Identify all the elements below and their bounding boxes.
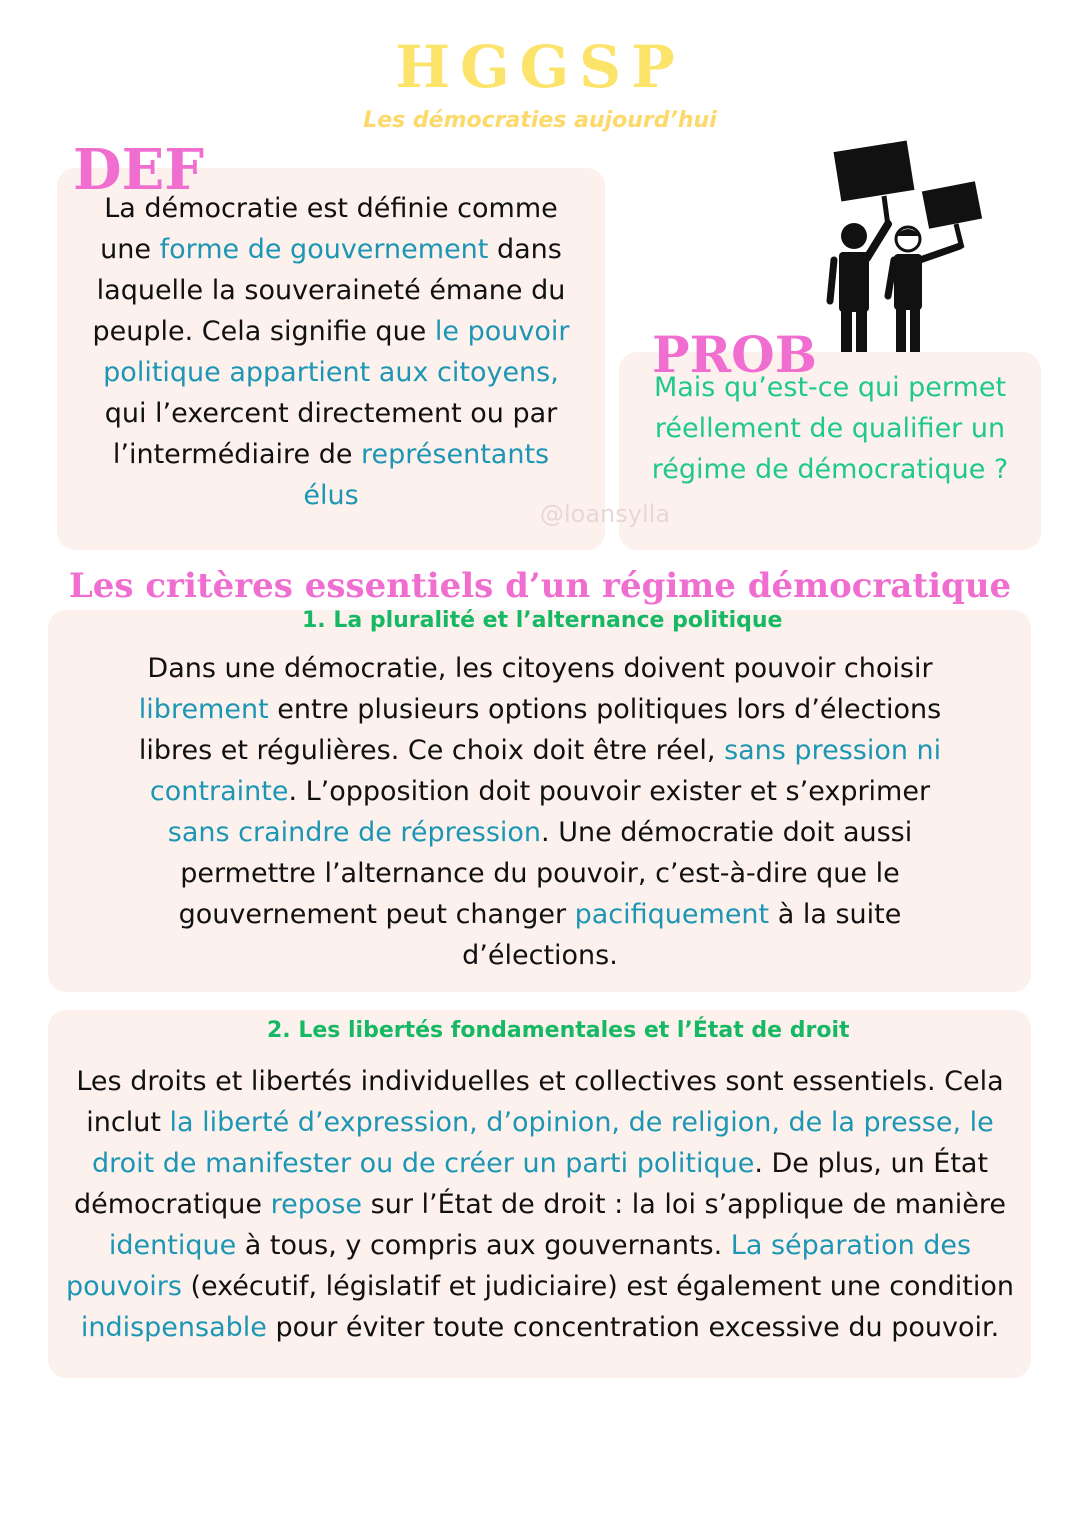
highlighted-text: repose [270, 1189, 363, 1220]
section-heading-2: 2. Les libertés fondamentales et l’État de droit [267, 1018, 850, 1043]
text-segment: (exécutif, législatif et judiciaire) est également une condition [181, 1271, 1015, 1302]
text-segment: sur l’État de droit : la loi s’applique de manière [362, 1189, 1006, 1220]
criteria-title: Les critères essentiels d’un régime démocratique [68, 566, 1012, 606]
highlighted-text: librement [138, 694, 269, 725]
protesters-with-signs-icon [822, 136, 992, 356]
text-segment: à tous, y compris aux gouvernants. [236, 1230, 731, 1261]
text-segment: qui l’exercent directement ou par l’intermédiaire de [104, 398, 558, 470]
highlighted-text: représentants élus [303, 439, 550, 511]
definition-text [82, 188, 580, 516]
text-segment: Les droits et libertés individuelles et collectives sont essentiels. Cela inclut [76, 1066, 1004, 1138]
text-segment: . De plus, un État démocratique [74, 1148, 989, 1220]
definition-label: DEF [73, 137, 205, 203]
text-segment: pour éviter toute concentration excessive du pouvoir. [266, 1312, 1000, 1343]
highlighted-text: sans craindre de répression [167, 817, 542, 848]
problem-text: Mais qu’est-ce qui permet réellement de qualifier un régime de démocratique ? [651, 372, 1009, 485]
text-segment: entre plusieurs options politiques lors d’élections libres et régulières. Ce choix doit être réel, [138, 694, 942, 766]
section-text-1 [130, 648, 950, 976]
page-subtitle: Les démocraties aujourd’hui [363, 108, 717, 133]
highlighted-text: forme de gouvernement [159, 234, 489, 265]
text-segment: . Une démocratie doit aussi permettre l’alternance du pouvoir, c’est-à-dire que le gouvernement peut changer [178, 817, 913, 930]
highlighted-text: pacifiquement [574, 899, 770, 930]
highlighted-text: sans pression ni contrainte [149, 735, 942, 807]
section-heading-1: 1. La pluralité et l’alternance politique [302, 608, 783, 633]
text-segment: Dans une démocratie, les citoyens doivent pouvoir choisir [147, 653, 933, 684]
section-text-2 [56, 1061, 1024, 1348]
text-segment: La démocratie est définie comme une [100, 193, 558, 265]
page-title: HGGSP [395, 33, 685, 101]
highlighted-text: indispensable [80, 1312, 267, 1343]
highlighted-text: la liberté d’expression, d’opinion, de religion, de la presse, le droit de manifester ou de créer un parti politique [91, 1107, 994, 1179]
highlighted-text: identique [108, 1230, 237, 1261]
watermark: @loansylla [540, 500, 671, 528]
text-segment: . L’opposition doit pouvoir exister et s’exprimer [288, 776, 931, 807]
highlighted-text: le pouvoir politique appartient aux citoyens, [103, 316, 570, 388]
text-segment: à la suite d’élections. [462, 899, 902, 971]
highlighted-text: La séparation des pouvoirs [65, 1230, 972, 1302]
problem-label: PROB [652, 325, 817, 384]
text-segment: dans laquelle la souveraineté émane du peuple. Cela signifie que [92, 234, 566, 347]
